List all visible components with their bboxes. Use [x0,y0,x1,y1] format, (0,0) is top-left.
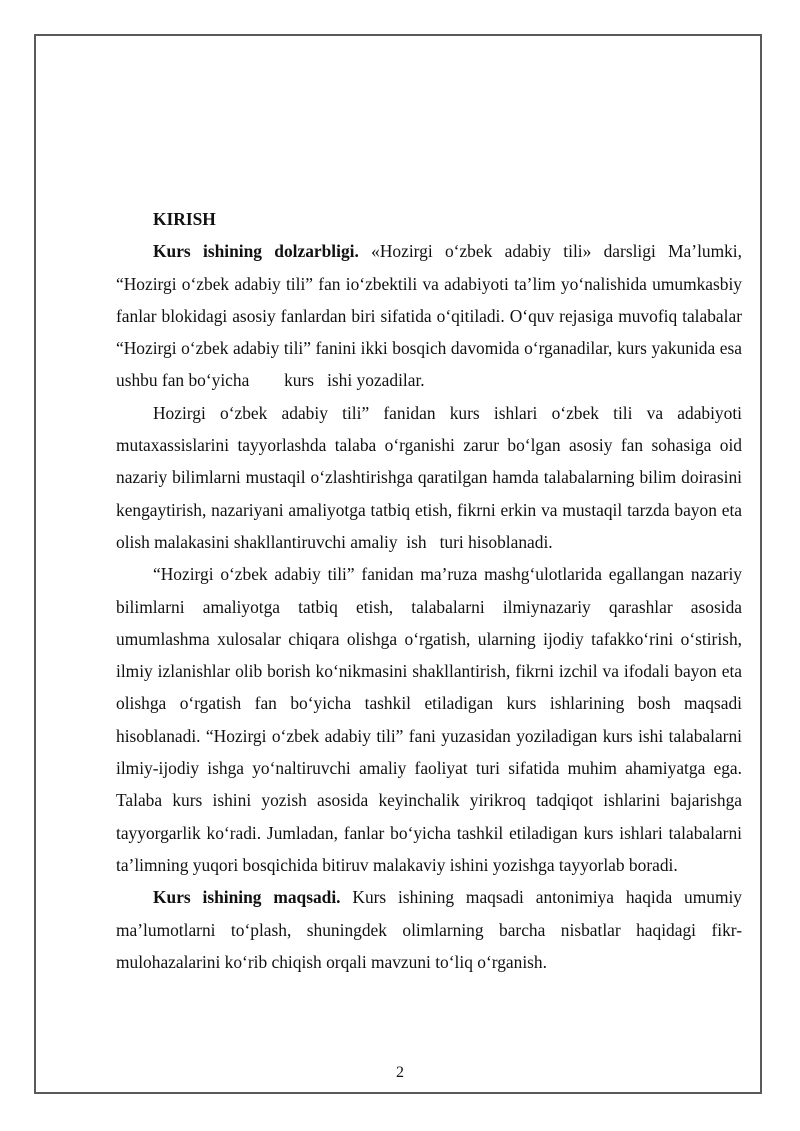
paragraph-lead: Kurs ishining maqsadi. [153,887,341,908]
paragraph-relevance [116,235,747,396]
section-heading: KIRISH [153,209,216,229]
page-number: 2 [396,1064,404,1081]
paragraph-course-work [116,397,747,558]
paragraph-text: “Hozirgi o‘zbek adabiy tili” fanidan ma’ruza mashg‘ulotlarida egallangan nazariy bilimlarni amaliyotga tatbiq etish, talabalarni ilmiynazariy qarashlar asosida umumlashma xulosalar chiqara olishga o‘rgatish, ularning ijodiy tafakko‘rini o‘stirish, ilmiy izlanishlar olib borish ko‘nikmasini shakllantirish, fikrni izchil va ifodali bayon eta olishga o‘rgatish fan bo‘yicha tashkil etiladigan kurs ishlarining bosh maqsadi hisoblanadi. “Hozirgi o‘zbek adabiy tili” fani yuzasidan yoziladigan kurs ishi talabalarni ilmiy-ijodiy ishga yo‘naltiruvchi amaliy faoliyat turi sifatida muhim ahamiyatga ega. Talaba kurs ishini yozish asosida keyinchalik yirikroq tadqiqot ishlarini bajarishga tayyorgarlik ko‘radi. Jumladan, fanlar bo‘yicha tashkil etiladigan kurs ishlari talabalarni ta’limning yuqori bosqichida bitiruv malakaviy ishini yozishga tayyorlab boradi. [116,564,742,875]
document-body [116,203,747,978]
paragraph-text: «Hozirgi o‘zbek adabiy tili» darsligi Ma’lumki, “Hozirgi o‘zbek adabiy tili” fan io‘zbektili va adabiyoti ta’lim yo‘nalishida umumkasbiy fanlar blokidagi asosiy fanlardan biri sifatida o‘qitiladi. O‘quv rejasiga muvofiq talabalar “Hozirgi o‘zbek adabiy tili” fanini ikki bosqich davomida o‘rganadilar, kurs yakunida esa ushbu fan bo‘yicha kurs ishi yozadilar. [116,241,747,391]
paragraph-lead: Kurs ishining dolzarbligi. [153,241,359,262]
paragraph-text: Kurs ishining maqsadi antonimiya haqida umumiy ma’lumotlarni to‘plash, shuningdek olimlarning barcha nisbatlar haqidagi fikr-mulohazalarini ko‘rib chiqish orqali mavzuni to‘liq o‘rganish. [116,887,742,972]
paragraph-goals [116,558,742,881]
paragraph-purpose [116,881,742,978]
paragraph-text: Hozirgi o‘zbek adabiy tili” fanidan kurs ishlari o‘zbek tili va adabiyoti mutaxassislarini tayyorlashda talaba o‘rganishi zarur bo‘lgan asosiy fan sohasiga oid nazariy bilimlarni mustaqil o‘zlashtirishga qaratilgan hamda talabalarning bilim doirasini kengaytirish, nazariyani amaliyotga tatbiq etish, fikrni erkin va mustaqil tarzda bayon eta olish malakasini shakllantiruvchi amaliy ish turi hisoblanadi. [116,402,747,552]
